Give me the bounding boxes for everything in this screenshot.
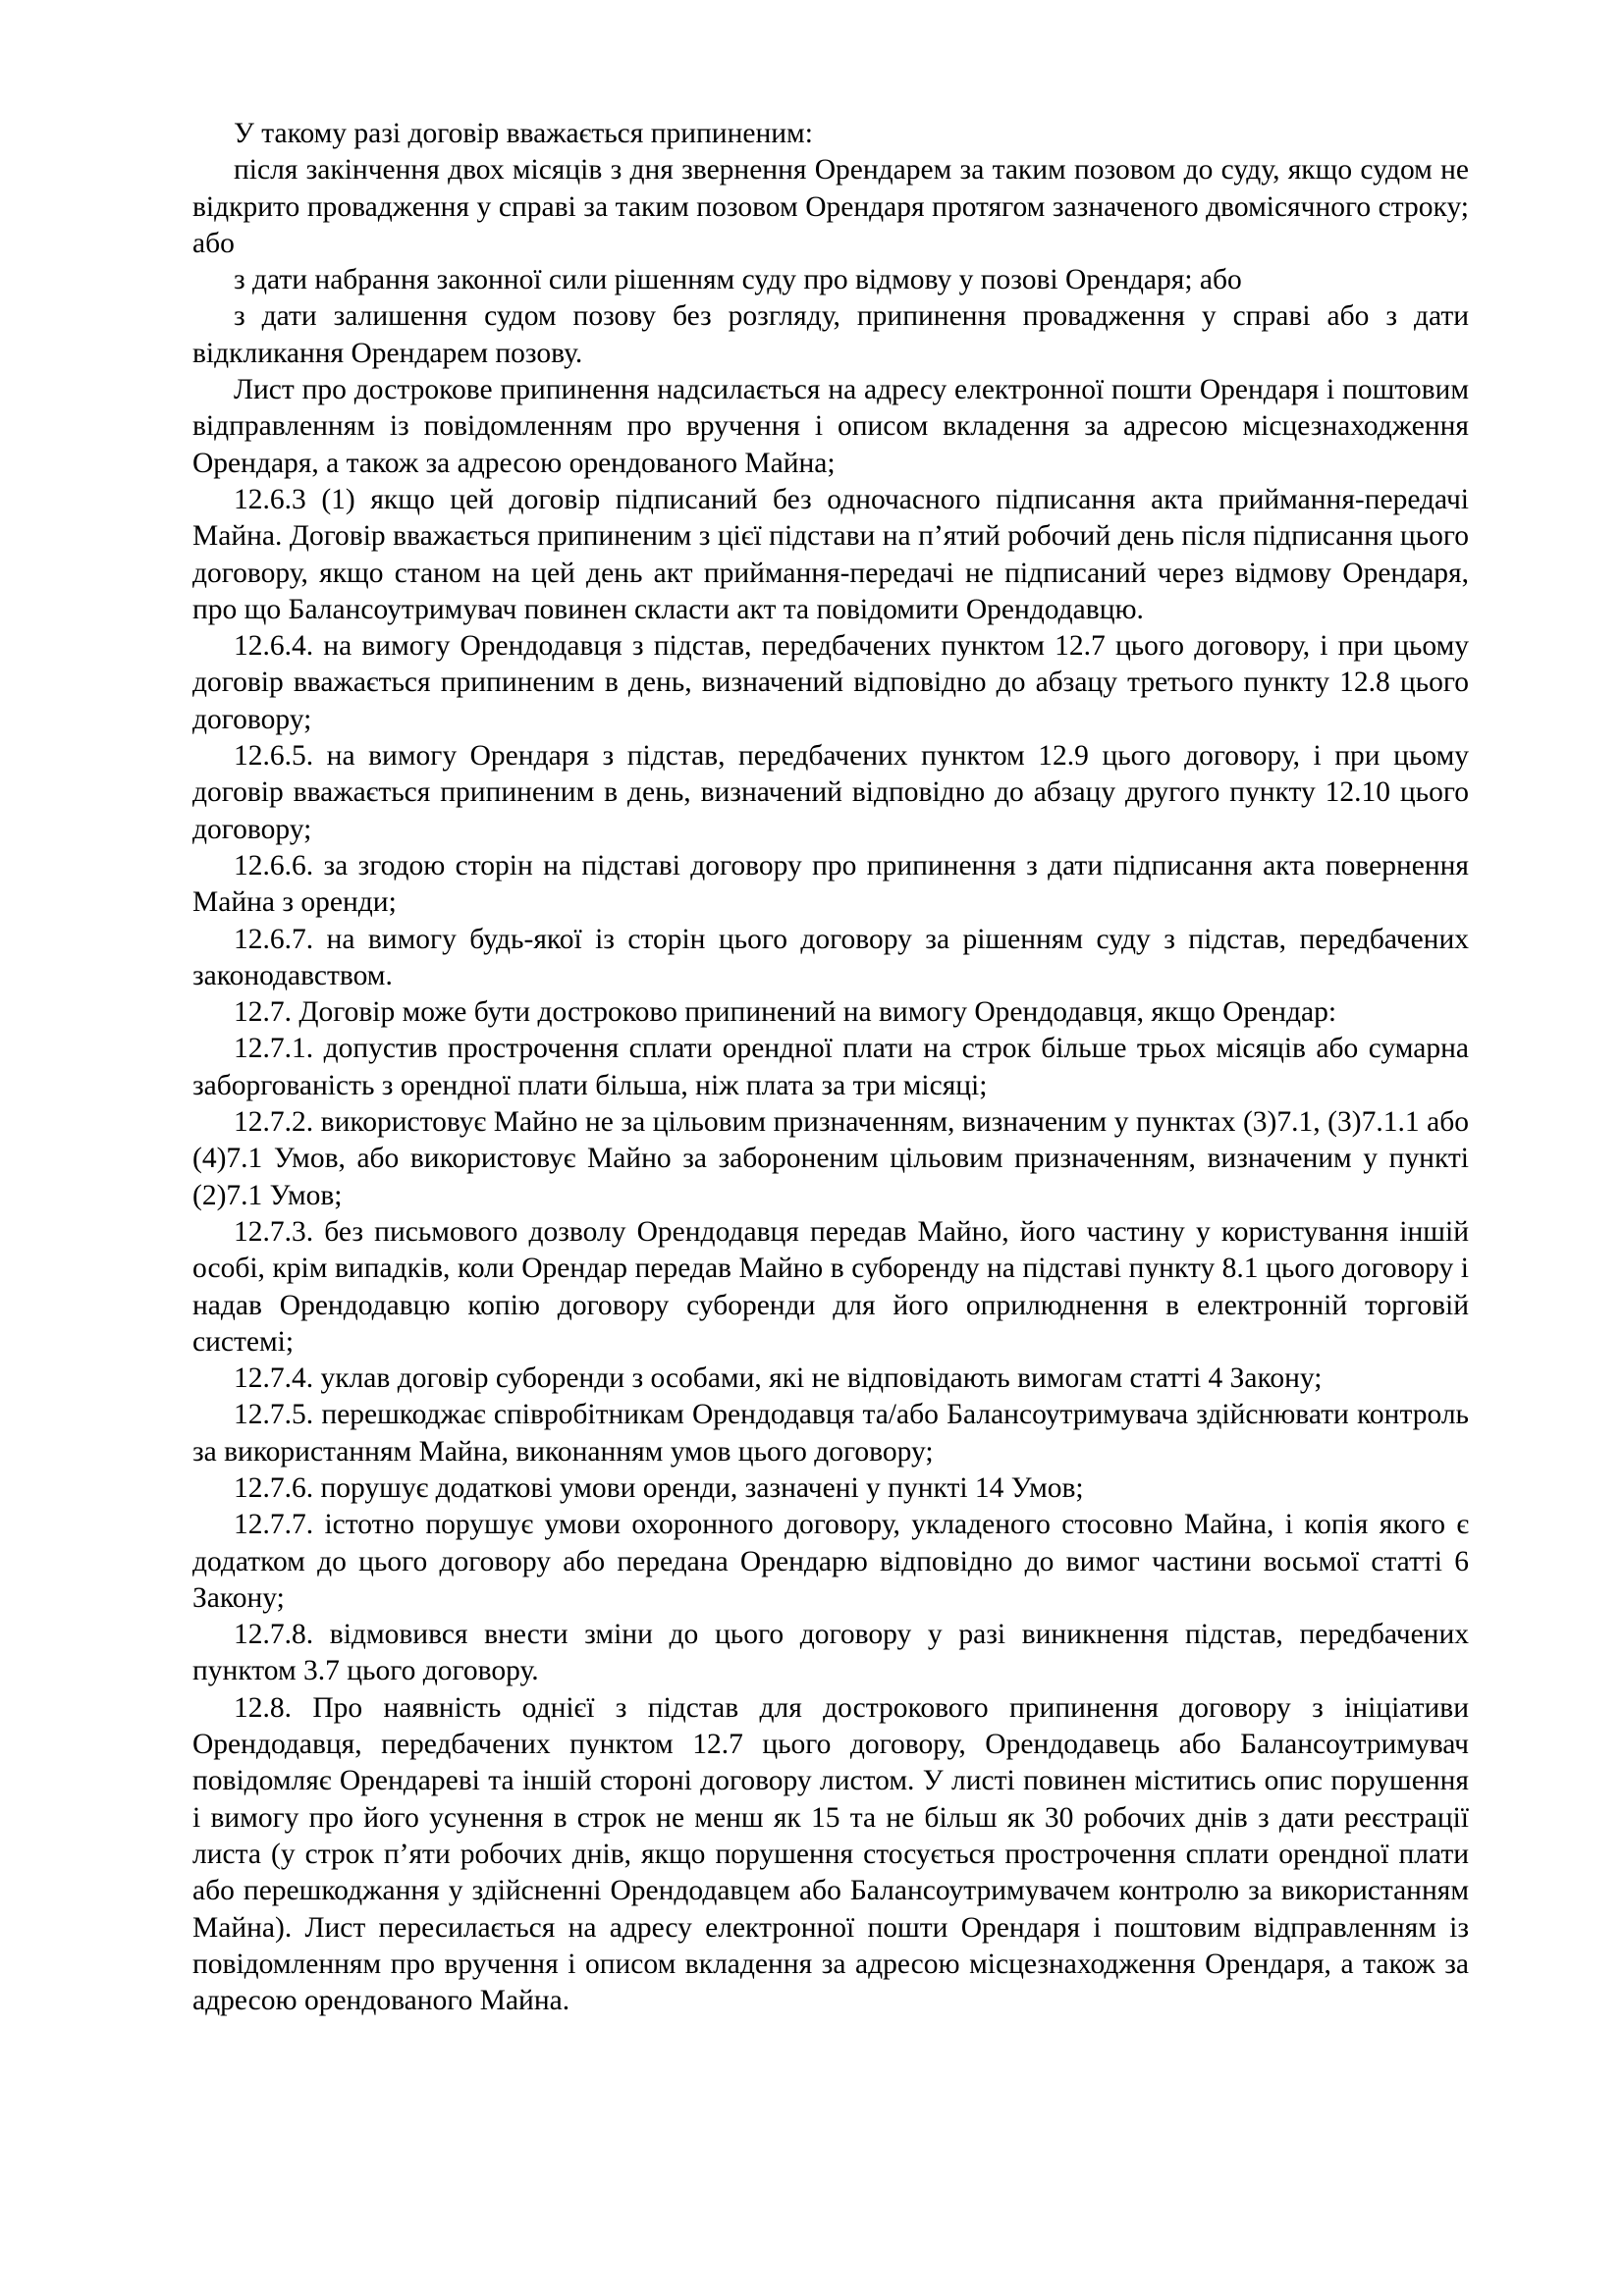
paragraph: У такому разі договір вважається припиненим: <box>234 118 813 149</box>
document-page <box>192 116 1469 2019</box>
paragraph: 12.7.3. без письмового дозволу Орендодавця передав Майно, його частину у користування іншій особі, крім випадків, коли Орендар передав Майно в суборенду на підставі пункту 8.1 цього договору і надав Орендодавцю копію договору суборенди для його оприлюднення в електронній торговій системі; <box>192 1215 1469 1358</box>
paragraph: після закінчення двох місяців з дня звернення Орендарем за таким позовом до суду, якщо судом не відкрито провадження у справі за таким позовом Орендаря протягом зазначеного двомісячного строку; або <box>192 154 1469 259</box>
paragraph: Лист про дострокове припинення надсилається на адресу електронної пошти Орендаря і поштовим відправленням із повідомленням про вручення і описом вкладення за адресою місцезнаходження Орендаря, а також за адресою орендованого Майна; <box>192 374 1469 479</box>
paragraph: 12.6.6. за згодою сторін на підставі договору про припинення з дати підписання акта повернення Майна з оренди; <box>192 849 1469 919</box>
paragraph: 12.6.5. на вимогу Орендаря з підстав, передбачених пунктом 12.9 цього договору, і при цьому договір вважається припиненим в день, визначений відповідно до абзацу другого пункту 12.10 цього договору; <box>192 740 1469 845</box>
paragraph: 12.7.8. відмовився внести зміни до цього договору у разі виникнення підстав, передбачених пунктом 3.7 цього договору. <box>192 1619 1469 1687</box>
paragraph: 12.6.7. на вимогу будь-якої із сторін цього договору за рішенням суду з підстав, передбачених законодавством. <box>192 923 1469 991</box>
paragraph: 12.7.6. порушує додаткові умови оренди, зазначені у пункті 14 Умов; <box>234 1471 1084 1504</box>
paragraph: 12.7. Договір може бути достроково припинений на вимогу Орендодавця, якщо Орендар: <box>234 996 1337 1029</box>
paragraph: 12.7.4. уклав договір суборенди з особами, які не відповідають вимогам статті 4 Закону; <box>234 1362 1323 1395</box>
paragraph: 12.7.5. перешкоджає співробітникам Орендодавця та/або Балансоутримувача здійснювати контроль за використанням Майна, виконанням умов цього договору; <box>192 1399 1469 1468</box>
paragraph: 12.6.3 (1) якщо цей договір підписаний без одночасного підписання акта приймання-передачі Майна. Договір вважається припиненим з цієї підстави на п’ятий робочий день після підписання цього договору, якщо станом на цей день акт приймання-передачі не підписаний через відмову Орендаря, про що Балансоутримувач повинен скласти акт та повідомити Орендодавцю. <box>192 483 1469 625</box>
paragraph: з дати набрання законної сили рішенням суду про відмову у позові Орендаря; або <box>234 264 1242 296</box>
paragraph: 12.7.2. використовує Майно не за цільовим призначенням, визначеним у пунктах (3)7.1, (3)7.1.1 або (4)7.1 Умов, або використовує Майно за забороненим цільовим призначенням, визначеним у пункті (2)7.1 Умов; <box>192 1106 1469 1211</box>
paragraph: з дати залишення судом позову без розгляду, припинення провадження у справі або з дати відкликання Орендарем позову. <box>192 300 1469 369</box>
paragraph: 12.7.1. допустив прострочення сплати орендної плати на строк більше трьох місяців або сумарна заборгованість з орендної плати більша, ніж плата за три місяці; <box>192 1033 1469 1101</box>
paragraph: 12.7.7. істотно порушує умови охоронного договору, укладеного стосовно Майна, і копія якого є додатком до цього договору або передана Орендарю відповідно до вимог частини восьмої статті 6 Закону; <box>192 1509 1469 1614</box>
paragraph: 12.6.4. на вимогу Орендодавця з підстав, передбачених пунктом 12.7 цього договору, і при цьому договір вважається припиненим в день, визначений відповідно до абзацу третього пункту 12.8 цього договору; <box>192 630 1469 735</box>
paragraph: 12.8. Про наявність однієї з підстав для дострокового припинення договору з ініціативи Орендодавця, передбачених пунктом 12.7 цього договору, Орендодавець або Балансоутримувач повідомляє Орендареві та іншій стороні договору листом. У листі повинен міститись опис порушення і вимогу про його усунення в строк не менш як 15 та не більш як 30 робочих днів з дати реєстрації листа (у строк п’яти робочих днів, якщо порушення стосується прострочення сплати орендної плати або перешкоджання у здійсненні Орендодавцем або Балансоутримувачем контролю за використанням Майна). Лист пересилається на адресу електронної пошти Орендаря і поштовим відправленням із повідомленням про вручення і описом вкладення за адресою місцезнаходження Орендаря, а також за адресою орендованого Майна. <box>192 1691 1469 2017</box>
